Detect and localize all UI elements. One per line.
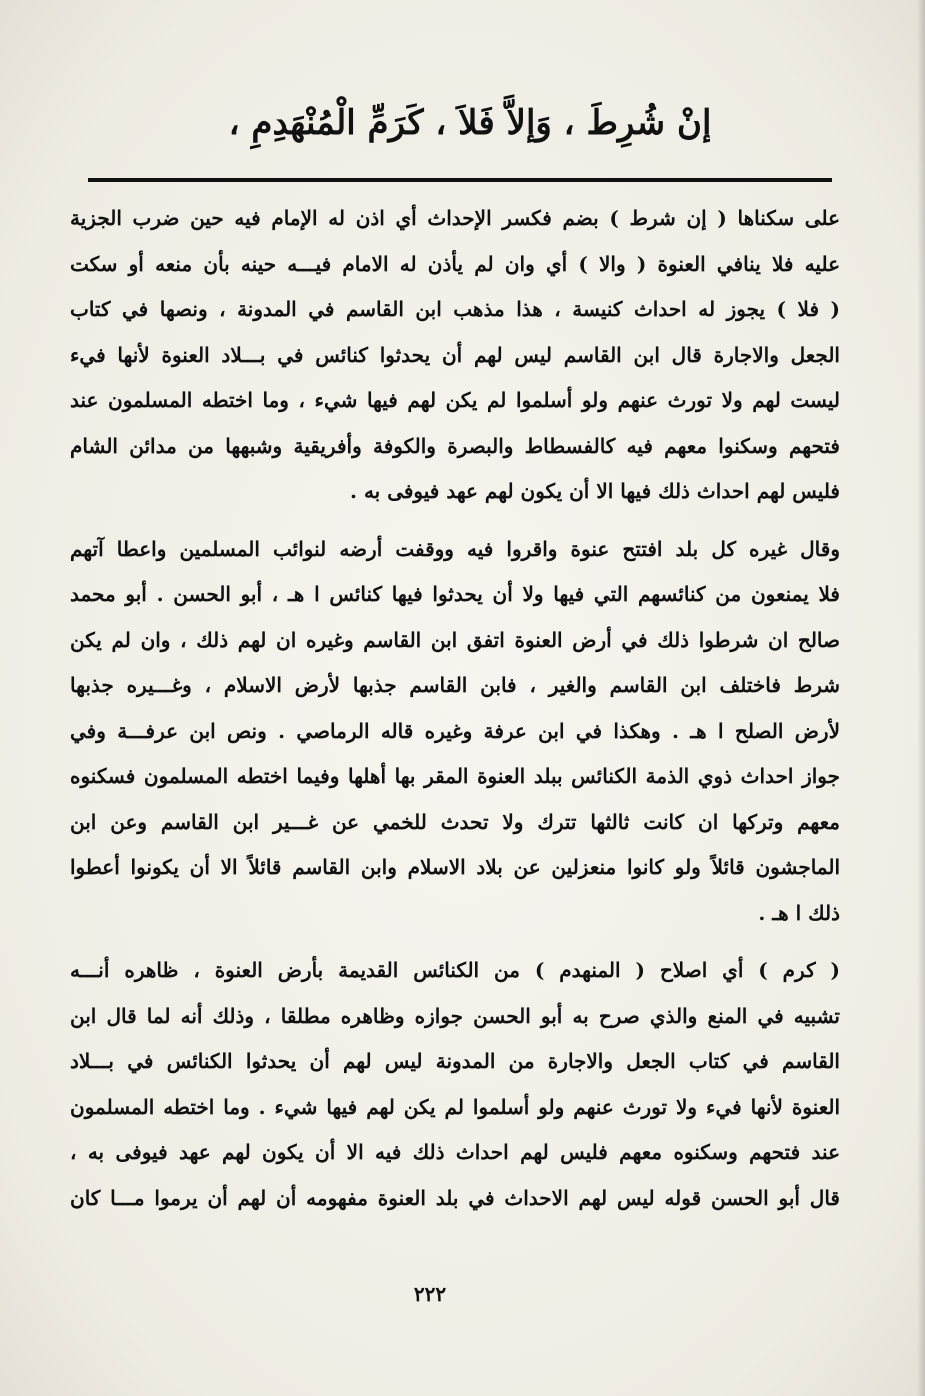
- text-line: لأرض الصلح ا هـ . وهكذا في ابن عرفة وغيره قاله الرماصي . ونص ابن عرفـــة وفي: [70, 718, 840, 743]
- running-header-title: إنْ شُرِطَ ، وَإلاَّ فَلاَ ، كَرَمِّ الْمُنْهَدِمِ ،: [228, 103, 712, 143]
- text-line: عليه فلا ينافي العنوة ( والا ) أي وان لم يأذن له الامام فيـــه حينه بأن منعه أو سكت: [70, 251, 840, 276]
- text-line: تشبيه في المنع والذي صرح به أبو الحسن جوازه وظاهره مطلقا ، وذلك أنه لما قال ابن: [70, 1003, 840, 1028]
- text-line: فليس لهم احداث ذلك فيها الا أن يكون لهم عهد فيوفى به .: [350, 479, 840, 503]
- text-line: الجعل والاجارة قال ابن القاسم ليس لهم أن يحدثوا كنائس في بـــلاد العنوة لأنها فيء: [70, 342, 840, 367]
- header-rule: [88, 178, 832, 182]
- text-line: فلا يمنعون من كنائسهم التي فيها ولا أن يحدثوا فيها كنائس ا هـ ، أبو الحسن . أبو محمد: [70, 582, 840, 606]
- text-line: شرط فاختلف ابن القاسم والغير ، فابن القاسم جذبها لأرض الاسلام ، وغـــيره جذبها: [70, 673, 840, 697]
- text-line: صالح ان شرطوا ذلك في أرض العنوة اتفق ابن القاسم وغيره ان لهم ذلك ، وان لم يكن: [70, 627, 840, 652]
- text-line: الماجشون قائلاً ولو كانوا منعزلين عن بلاد الاسلام وابن القاسم قائلاً الا أن يكونوا أعطوا: [70, 855, 840, 879]
- paragraph: [70, 196, 840, 515]
- text-line: ذلك ا هـ .: [758, 900, 840, 925]
- text-line: وقال غيره كل بلد افتتح عنوة واقروا فيه ووقفت أرضه لنوائب المسلمين واعطا آتهم: [70, 536, 840, 561]
- text-line: فتحهم وسكنوا معهم فيه كالفسطاط والبصرة والكوفة وأفريقية وشبهها من مدائن الشام: [70, 433, 840, 458]
- page-number: ٢٢٢: [413, 1282, 447, 1306]
- text-line: قال أبو الحسن قوله ليس لهم الاحداث في بلد العنوة مفهومه أن لهم أن يرموا مـــا كان: [70, 1185, 840, 1210]
- text-line: ( فلا ) يجوز له احداث كنيسة ، هذا مذهب ابن القاسم في المدونة ، ونصها في كتاب: [70, 297, 840, 321]
- text-line: العنوة لأنها فيء ولا تورث عنهم ولو أسلموا لم يكن لهم فيها شيء . وما اختطه المسلمون: [70, 1094, 840, 1119]
- paragraph: [70, 948, 840, 1221]
- paragraph: [70, 527, 840, 937]
- paragraph-gap: [70, 936, 840, 948]
- body-text: [70, 196, 840, 1221]
- text-line: على سكناها ( إن شرط ) بضم فكسر الإحداث أي اذن له الإمام فيه حين ضرب الجزية: [70, 206, 840, 230]
- paragraph-gap: [70, 515, 840, 527]
- text-line: القاسم في كتاب الجعل والاجارة من المدونة ليس لهم أن يحدثوا الكنائس في بـــلاد: [70, 1049, 840, 1073]
- text-line: ليست لهم ولا تورث عنهم ولو أسلموا لم يكن لهم فيها شيء ، وما اختطه المسلمون عند: [70, 388, 840, 412]
- text-line: عند فتحهم وسكنوه معهم فليس لهم احداث ذلك فيه الا أن يكون لهم عهد فيوفى به ،: [70, 1140, 840, 1164]
- page-edge-shadow: [917, 0, 925, 1396]
- text-line: جواز احداث ذوي الذمة الكنائس ببلد العنوة المقر بها أهلها وفيما اختطه المسلمون فسكنوه: [70, 764, 840, 788]
- text-line: ( كرم ) أي اصلاح ( المنهدم ) من الكنائس القديمة بأرض العنوة ، ظاهره أنـــه: [70, 958, 840, 982]
- text-line: معهم وتركها ان كانت ثالثها تترك ولا تحدث للخمي عن غـــير ابن القاسم وعن ابن: [70, 809, 840, 834]
